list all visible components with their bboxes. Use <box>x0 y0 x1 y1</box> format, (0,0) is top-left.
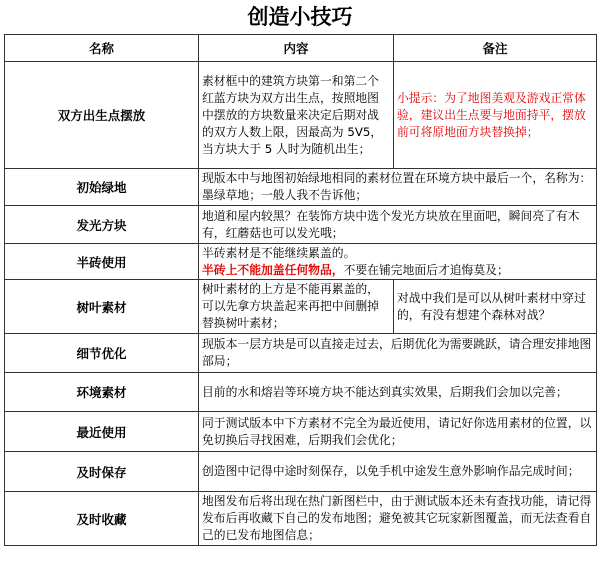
table-row <box>5 492 597 546</box>
row-content: 现版本一层方块是可以直接走过去，后期优化为需要跳跃，请合理安排地图部局； <box>199 334 597 373</box>
row-content: 地道和屋内较黑？在装饰方块中选个发光方块放在里面吧，瞬间亮了有木有，红蘑菇也可以发光哦； <box>199 206 597 244</box>
table-row <box>5 206 597 244</box>
row-content: 素材框中的建筑方块第一和第二个红蓝方块为双方出生点，按照地图中摆放的方块数量来决定后期对战的双方人数上限，因最高为 5V5，当方块大于 5 人时为随机出生； <box>199 62 394 169</box>
row-content <box>199 244 597 280</box>
row-name: 及时收藏 <box>5 492 199 546</box>
table-row <box>5 452 597 492</box>
row-content: 目前的水和熔岩等环境方块不能达到真实效果，后期我们会加以完善； <box>199 373 597 412</box>
header-name: 名称 <box>5 35 199 62</box>
row-name: 初始绿地 <box>5 169 199 206</box>
table-row <box>5 280 597 334</box>
row-name: 半砖使用 <box>5 244 199 280</box>
row-name: 双方出生点摆放 <box>5 62 199 169</box>
tips-table <box>4 34 597 546</box>
row-content: 创造图中记得中途时刻保存，以免手机中途发生意外影响作品完成时间； <box>199 452 597 492</box>
header-note: 备注 <box>394 35 597 62</box>
table-row <box>5 169 597 206</box>
row-content: 同于测试版本中下方素材不完全为最近使用，请记好你选用素材的位置，以免切换后寻找困难，后期我们会优化； <box>199 412 597 452</box>
table-row <box>5 62 597 169</box>
row-note: 对战中我们是可以从树叶素材中穿过的，有没有想建个森林对战？ <box>394 280 597 334</box>
row-content: 地图发布后将出现在热门新图栏中，由于测试版本还未有查找功能，请记得发布后再收藏下自己的发布地图；避免被其它玩家新图覆盖，而无法查看自己的已发布地图信息； <box>199 492 597 546</box>
table-row <box>5 244 597 280</box>
content-warning: 半砖上不能加盖任何物品， <box>202 262 344 277</box>
row-name: 细节优化 <box>5 334 199 373</box>
row-content: 树叶素材的上方是不能再累盖的，可以先拿方块盖起来再把中间删掉替换树叶素材； <box>199 280 394 334</box>
table-row <box>5 334 597 373</box>
row-name: 最近使用 <box>5 412 199 452</box>
header-content: 内容 <box>199 35 394 62</box>
table-row <box>5 373 597 412</box>
row-content: 现版本中与地图初始绿地相同的素材位置在环境方块中最后一个，名称为：墨绿草地；一般人我不告诉他； <box>199 169 597 206</box>
content-text: 半砖素材是不能继续累盖的。 <box>202 245 356 260</box>
page-title: 创造小技巧 <box>247 5 353 29</box>
content-tail: 不要在铺完地面后才追悔莫及； <box>343 262 509 277</box>
row-note: 小提示：为了地图美观及游戏正常体验，建议出生点要与地面持平，摆放前可将原地面方块替换掉； <box>394 62 597 169</box>
table-row <box>5 412 597 452</box>
row-name: 环境素材 <box>5 373 199 412</box>
row-name: 树叶素材 <box>5 280 199 334</box>
row-name: 发光方块 <box>5 206 199 244</box>
table-header-row <box>5 35 597 62</box>
row-name: 及时保存 <box>5 452 199 492</box>
